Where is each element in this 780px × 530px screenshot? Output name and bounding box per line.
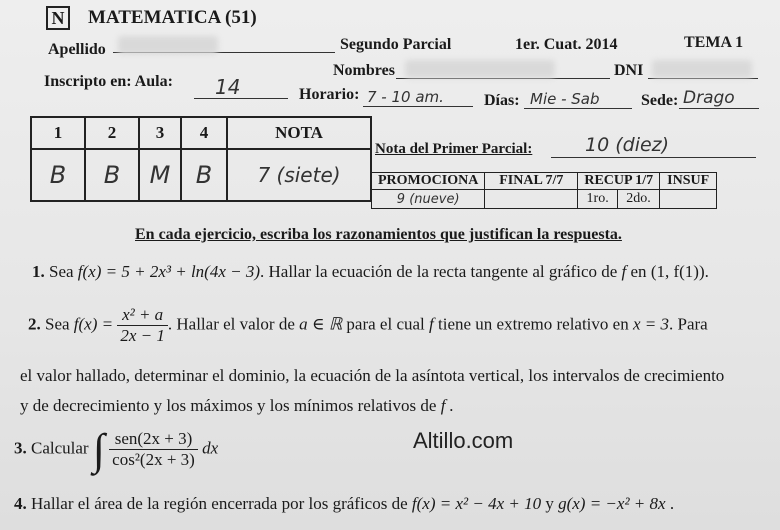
exercise-2-line3-text: y de decrecimiento y los máximos y los mínimos relativos de <box>20 396 437 415</box>
nombres-line <box>396 78 610 79</box>
exercise-1-en: en <box>630 262 647 281</box>
exercise-1 <box>32 262 709 282</box>
dias-label: Días: <box>484 92 520 109</box>
exercise-3-pre: Calcular <box>31 438 89 458</box>
sede-line <box>679 108 759 109</box>
grade-value-4: B <box>181 149 227 201</box>
promo-value-final <box>485 190 578 209</box>
promo-recup-1: 1ro. <box>578 190 618 209</box>
exercise-2-line3-end: f . <box>440 396 454 415</box>
inscripto-label: Inscripto en: Aula: <box>44 73 173 90</box>
grade-header-4: 4 <box>181 117 227 149</box>
exercise-3-fraction <box>109 429 198 470</box>
exercise-3-denominator: cos²(2x + 3) <box>112 450 195 469</box>
exercise-2-pre: Sea <box>45 314 70 334</box>
exercise-4 <box>14 494 674 514</box>
exercise-2-text3: tiene un extremo relativo en <box>438 314 629 334</box>
exercise-2-denominator: 2x − 1 <box>120 326 165 345</box>
dias-value: Mie - Sab <box>530 90 600 108</box>
promo-header-final: FINAL 7/7 <box>485 173 578 190</box>
promo-table <box>371 172 717 209</box>
exercise-4-text: Hallar el área de la región encerrada por los gráficos de <box>31 494 408 513</box>
term-label: 1er. Cuat. 2014 <box>515 36 618 53</box>
exercise-1-pre: Sea <box>49 262 74 281</box>
exercise-4-g: g(x) = −x² + 8x <box>558 494 666 513</box>
apellido-label: Apellido <box>48 41 106 58</box>
dni-label: DNI <box>614 62 644 79</box>
grade-header-1: 1 <box>31 117 85 149</box>
exercise-2-text4: . Para <box>668 314 708 334</box>
grade-header-3: 3 <box>139 117 181 149</box>
exercise-4-y: y <box>545 494 554 513</box>
exercise-2-numerator: x² + a <box>117 305 168 326</box>
exercise-1-formula: f(x) = 5 + 2x³ + ln(4x − 3) <box>77 262 261 281</box>
first-partial-label: Nota del Primer Parcial: <box>375 141 533 157</box>
exercise-2-number: 2. <box>28 314 41 334</box>
grade-header-2: 2 <box>85 117 139 149</box>
instruction-text: En cada ejercicio, escriba los razonamientos que justifican la respuesta. <box>135 226 622 243</box>
first-partial-line <box>551 157 756 158</box>
exercise-2-var: f <box>429 314 434 334</box>
redacted-names <box>405 60 555 78</box>
horario-label: Horario: <box>299 86 360 103</box>
exercise-4-number: 4. <box>14 494 27 513</box>
grade-value-1: B <box>31 149 85 201</box>
horario-line <box>363 106 473 107</box>
exercise-2-cond: a ∈ ℝ <box>299 314 343 334</box>
promo-header-promociona: PROMOCIONA <box>372 173 485 190</box>
theme-label: TEMA 1 <box>684 34 744 51</box>
exam-name: Segundo Parcial <box>340 36 452 53</box>
grade-value-3: M <box>139 149 181 201</box>
dias-line <box>524 108 632 109</box>
exercise-1-number: 1. <box>32 262 45 281</box>
promo-header-recup: RECUP 1/7 <box>578 173 660 190</box>
exercise-4-end: . <box>669 494 675 513</box>
exercise-2-text2: para el cual <box>346 314 425 334</box>
aula-value: 14 <box>215 75 241 99</box>
exercise-4-f: f(x) = x² − 4x + 10 <box>411 494 542 513</box>
dni-line <box>648 78 758 79</box>
exercise-2-fraction <box>117 305 168 346</box>
exercise-3-dx: dx <box>202 438 219 458</box>
watermark-text: Altillo.com <box>413 428 514 453</box>
exercise-2-lhs: f(x) = <box>73 314 114 334</box>
exercise-2-line3 <box>20 396 454 416</box>
exercise-1-point: (1, f(1)). <box>650 262 709 281</box>
exercise-3-number: 3. <box>14 438 27 458</box>
promo-value-promociona: 9 (nueve) <box>372 190 485 209</box>
grade-header-nota: NOTA <box>227 117 371 149</box>
promo-recup-2: 2do. <box>617 190 659 209</box>
exercise-3 <box>14 424 218 475</box>
grade-value-2: B <box>85 149 139 201</box>
aula-line <box>194 98 288 99</box>
sede-label: Sede: <box>641 92 679 109</box>
first-partial-value: 10 (diez) <box>585 134 670 156</box>
course-title: MATEMATICA (51) <box>88 7 257 28</box>
exercise-1-var: f <box>621 262 627 281</box>
nombres-label: Nombres <box>333 62 395 79</box>
redacted-dni <box>652 60 752 78</box>
exercise-2 <box>28 305 708 346</box>
exercise-1-text: . Hallar la ecuación de la recta tangente al gráfico de <box>260 262 618 281</box>
grade-value-nota: 7 (siete) <box>227 149 371 201</box>
exercise-2-xval: x = 3 <box>632 314 669 334</box>
form-letter-box: N <box>46 6 70 30</box>
exercise-3-numerator: sen(2x + 3) <box>109 429 198 450</box>
promo-value-insuf <box>660 190 717 209</box>
sede-value: Drago <box>683 88 735 108</box>
exercise-2-text1: . Hallar el valor de <box>167 314 295 334</box>
horario-value: 7 - 10 am. <box>367 88 444 106</box>
exercise-2-line2: el valor hallado, determinar el dominio, la ecuación de la asíntota vertical, los intervalos de crecimiento <box>20 366 725 385</box>
integral-icon: ∫ <box>92 425 105 474</box>
promo-header-insuf: INSUF <box>660 173 717 190</box>
redacted-surname <box>118 36 218 54</box>
grades-table <box>30 116 372 202</box>
